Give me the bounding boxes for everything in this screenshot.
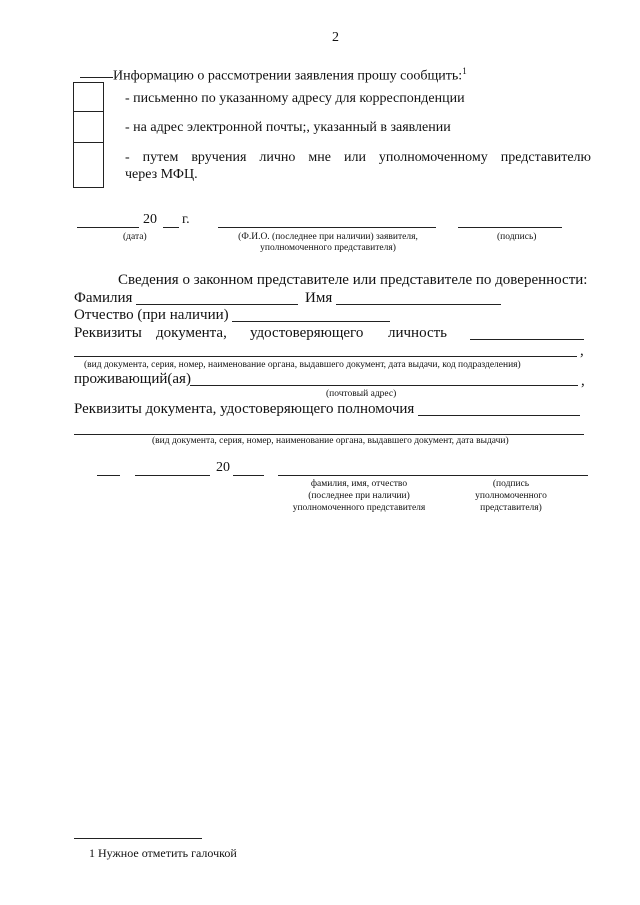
heading-underline xyxy=(80,77,113,78)
patronymic-label: Отчество (при наличии) xyxy=(74,307,229,323)
rep-fio-sign-line[interactable] xyxy=(278,475,588,476)
option-mfc-cont: через МФЦ. xyxy=(125,167,198,182)
rep-year-line[interactable] xyxy=(233,475,264,476)
year-suffix: г. xyxy=(182,212,190,227)
rep-month-line[interactable] xyxy=(135,475,210,476)
id-doc-field[interactable] xyxy=(470,339,584,340)
checkbox-mfc[interactable] xyxy=(73,142,104,188)
rep-fio-caption-2: (последнее при наличии) xyxy=(308,491,410,501)
name-field[interactable] xyxy=(336,304,501,305)
rep-fio-caption-1: фамилия, имя, отчество xyxy=(310,479,408,489)
page-number: 2 xyxy=(332,30,339,45)
surname-label: Фамилия xyxy=(74,290,133,306)
date-line[interactable] xyxy=(77,227,139,228)
id-doc-comma: , xyxy=(580,343,584,359)
signature-line[interactable] xyxy=(458,227,562,228)
option-email: - на адрес электронной почты;, указанный в заявлении xyxy=(125,120,451,135)
authority-field[interactable] xyxy=(418,415,580,416)
rep-sign-caption-3: представителя) xyxy=(480,503,542,513)
postal-caption: (почтовый адрес) xyxy=(326,389,397,399)
footnote-ref: 1 xyxy=(462,66,467,76)
footnote-text: 1 Нужное отметить галочкой xyxy=(89,846,237,860)
rep-sign-caption-2: уполномоченного xyxy=(475,491,547,501)
rep-day-line[interactable] xyxy=(97,475,120,476)
checkbox-email[interactable] xyxy=(73,111,104,143)
notification-heading: Информацию о рассмотрении заявления прошу сообщить:$^1$ xyxy=(113,66,467,84)
id-doc-field-2[interactable] xyxy=(74,356,577,357)
footnote-separator xyxy=(74,838,202,839)
checkbox-written[interactable] xyxy=(73,82,104,112)
surname-field[interactable] xyxy=(136,304,298,305)
date-caption: (дата) xyxy=(123,232,147,242)
authority-label: Реквизиты документа, удостоверяющего полномочия xyxy=(74,401,415,417)
id-doc-word-1: Реквизиты xyxy=(74,325,142,341)
authority-field-2[interactable] xyxy=(74,434,584,435)
option-written: - письменно по указанному адресу для корреспонденции xyxy=(125,91,465,106)
residing-label: проживающий(ая) xyxy=(74,371,191,387)
year-prefix: 20 xyxy=(143,212,157,227)
rep-heading: Сведения о законном представителе или представителе по доверенности: xyxy=(118,272,588,288)
year-line[interactable] xyxy=(163,227,179,228)
id-doc-word-4: личность xyxy=(388,325,448,341)
name-label: Имя xyxy=(305,290,333,306)
residing-field[interactable] xyxy=(190,385,578,386)
rep-year-prefix: 20 xyxy=(216,460,230,475)
option-mfc: - путем вручения лично мне или уполномоченному представителю xyxy=(125,150,591,165)
sign-caption: (подпись) xyxy=(497,232,537,242)
rep-sign-caption-1: (подпись xyxy=(492,479,530,489)
patronymic-field[interactable] xyxy=(232,321,390,322)
rep-fio-caption-3: уполномоченного представителя xyxy=(292,503,426,513)
authority-caption: (вид документа, серия, номер, наименование органа, выдавшего документ, дата выдачи) xyxy=(152,436,509,446)
residing-comma: , xyxy=(581,373,585,389)
id-doc-word-2: документа, xyxy=(156,325,227,341)
id-doc-word-3: удостоверяющего xyxy=(250,325,364,341)
id-doc-caption: (вид документа, серия, номер, наименование органа, выдавшего документ, дата выдачи, код подразделения) xyxy=(84,360,521,370)
fio-caption-2: уполномоченного представителя) xyxy=(260,243,396,253)
fio-line[interactable] xyxy=(218,227,436,228)
fio-caption-1: (Ф.И.О. (последнее при наличии) заявителя, xyxy=(238,232,418,242)
